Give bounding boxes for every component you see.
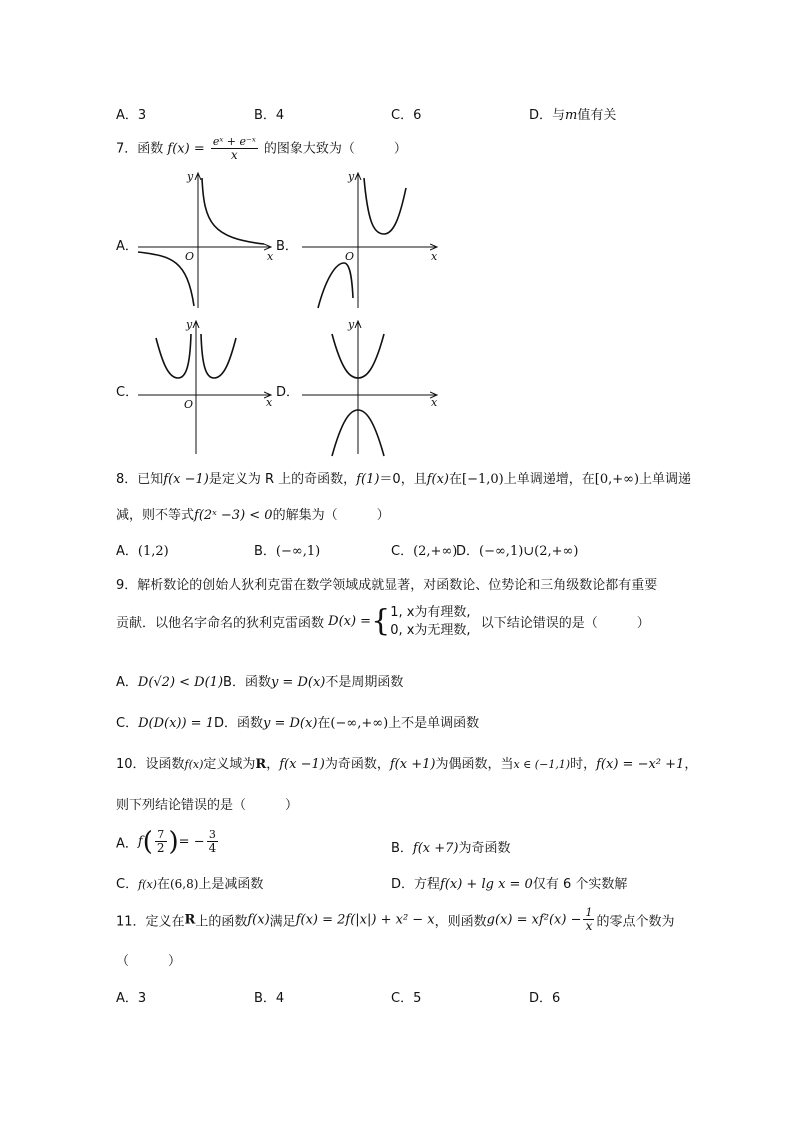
q11-fraction-den: x — [585, 919, 593, 934]
q10-text-1: 10．设函数 — [116, 757, 185, 772]
q10-option-b-label: B． — [391, 841, 413, 856]
q11-line-1 — [116, 907, 674, 933]
q9-func: D(x) = — [328, 614, 372, 630]
q8-expr-3: f(x) — [426, 472, 449, 487]
q10-option-a-rparen: ) — [168, 827, 179, 857]
q9-case-2: 0, x为无理数, — [390, 622, 471, 638]
graph-a — [132, 168, 282, 312]
q10-option-a-result-den: 4 — [208, 840, 217, 855]
q10-option-c-expr: f(x) — [138, 878, 157, 891]
q8-text-1: 8．已知 — [116, 472, 164, 487]
graph-d — [296, 316, 446, 458]
q10-expr-1: f(x) — [184, 758, 204, 771]
q9-option-d-text: 上不是单调函数 — [388, 716, 480, 731]
q10-R: R — [255, 757, 267, 772]
q8-text-2: 是定义为 R 上的奇函数， — [208, 472, 357, 487]
q6-option-b: B．4 — [254, 108, 285, 123]
q8-option-b-label: B． — [254, 544, 276, 559]
q10-option-c — [116, 873, 263, 892]
q7-option-d-label: D． — [276, 385, 300, 400]
q10-option-b-text: 为奇函数 — [458, 841, 511, 856]
q8-option-b — [254, 540, 320, 559]
q9-option-d-expr: y = D(x) — [263, 716, 318, 731]
graph-d-y-label: y — [348, 318, 355, 331]
graph-c-left-branch — [156, 334, 191, 378]
q9-case-1: 1, x为有理数, — [390, 605, 471, 620]
q7-stem — [116, 136, 407, 162]
q8-option-b-value: (−∞,1) — [275, 544, 321, 559]
graph-c-origin: O — [184, 398, 194, 411]
q10-option-a-arg — [155, 829, 167, 855]
graph-c-right-branch — [201, 334, 236, 378]
q10-option-c-label: C． — [116, 877, 139, 892]
q9-option-c-label: C． — [116, 716, 139, 731]
q9-line-2 — [116, 604, 650, 639]
q9-line-1: 9．解析数论的创始人狄利克雷在数学领域成就显著，对函数论、位势论和三角级数论都有重要 — [116, 578, 658, 593]
q8-option-c-value: (2,+∞) — [413, 544, 458, 559]
q7-suffix: 的图象大致为（ ） — [263, 141, 407, 157]
q9-option-c-expr: D(D(x)) = 1 — [138, 716, 214, 731]
q9-option-b-text: 不是周期函数 — [325, 675, 404, 690]
q7-func: f(x) = — [167, 141, 205, 157]
q10-text-4: 为奇函数， — [324, 757, 390, 772]
q7-numerator: eˣ + e⁻ˣ — [212, 135, 256, 148]
q9-option-d-mid: 在 — [317, 716, 331, 731]
q8-interval-2: [0,+∞) — [594, 472, 640, 487]
q8-option-d — [456, 540, 578, 559]
graph-a-x-label: x — [267, 250, 274, 263]
q11-fraction-num: 1 — [585, 906, 593, 919]
graph-b-x-label: x — [431, 250, 438, 263]
q8-inequality: f(2ˣ −3) < 0 — [194, 508, 273, 523]
graph-a-origin: O — [185, 250, 195, 263]
q11-expr-3: g(x) = xf²(x) − — [486, 912, 582, 928]
q10-option-d-expr: f(x) + lg x = 0 — [440, 877, 533, 892]
q6-d-prefix: D．与 — [529, 108, 566, 123]
q10-expr-4: x ∈ (−1,1) — [513, 758, 571, 771]
q10-option-c-interval: (6,8) — [169, 877, 199, 891]
q7-option-a-label: A． — [116, 239, 138, 254]
q8-interval-1: [−1,0) — [462, 472, 504, 487]
q9-text-2: 以下结论错误的是（ ） — [480, 616, 650, 632]
q8-option-c-label: C． — [391, 544, 414, 559]
q7-number: 7．函数 — [116, 141, 164, 157]
q8-text-7: 减，则不等式 — [116, 508, 195, 523]
q8-text-3: ＝0，且 — [379, 472, 427, 487]
q8-expr-1: f(x −1) — [163, 472, 209, 487]
q8-option-d-label: D． — [456, 544, 480, 559]
q10-text-7: ， — [684, 757, 698, 772]
graph-b-origin: O — [345, 250, 355, 263]
q7-option-c-label: C． — [116, 385, 139, 400]
q11-expr-2: f(x) = 2f(|x|) + x² − x — [295, 912, 435, 928]
q10-option-a-result — [207, 829, 219, 855]
q8-option-d-value: (−∞,1)∪(2,+∞) — [479, 544, 579, 559]
graph-a-right-branch — [202, 178, 264, 244]
q10-text-3: ， — [266, 757, 280, 772]
q11-text-5: 的零点个数为 — [596, 914, 675, 930]
q10-option-a-f: f — [137, 834, 143, 850]
q7-denominator: x — [230, 148, 238, 163]
q10-line-2: 则下列结论错误的是（ ） — [116, 798, 299, 813]
q10-expr-3: f(x +1) — [389, 757, 436, 772]
q10-option-a-eq: = − — [178, 834, 205, 850]
graph-c-y-label: y — [186, 318, 193, 331]
q8-option-a-value: (1,2) — [137, 544, 169, 559]
q9-text-1: 贡献．以他名字命名的狄利克雷函数 — [116, 616, 325, 632]
q10-option-d — [391, 873, 627, 892]
q8-text-8: 的解集为（ ） — [272, 508, 390, 523]
graph-b-y-label: y — [348, 170, 355, 183]
graph-c-x-label: x — [266, 396, 273, 409]
q10-option-b — [391, 837, 511, 856]
q11-text-4: ，则函数 — [434, 914, 487, 930]
q10-option-a-arg-den: 2 — [156, 840, 165, 855]
q11-R: R — [184, 912, 196, 928]
q10-text-2: 定义域为 — [203, 757, 256, 772]
q9-options-cd — [116, 712, 479, 731]
q8-line-2 — [116, 504, 390, 523]
q11-text-3: 满足 — [269, 914, 296, 930]
q11-expr-1: f(x) — [247, 912, 270, 928]
q8-option-c — [391, 540, 457, 559]
q11-text-1: 11．定义在 — [116, 914, 185, 930]
graph-b-left-branch — [318, 263, 353, 308]
q6-d-var: m — [565, 108, 578, 123]
q10-option-a — [116, 827, 220, 857]
q8-text-5: 上单调递增，在 — [503, 472, 595, 487]
q10-option-d-label: D．方程 — [391, 877, 441, 892]
graph-b — [296, 168, 446, 312]
q6-option-d — [529, 104, 616, 123]
q11-line-2: （ ） — [116, 954, 182, 969]
q9-options-ab — [116, 671, 403, 690]
q10-option-b-expr: f(x +7) — [412, 841, 459, 856]
q10-expr-5: f(x) = −x² +1 — [596, 757, 685, 772]
q10-text-5: 为偶函数，当 — [435, 757, 514, 772]
q10-option-d-text: 仅有 6 个实数解 — [532, 877, 628, 892]
q11-option-d: D．6 — [529, 991, 561, 1006]
q7-option-b-label: B． — [276, 239, 298, 254]
q10-option-a-arg-num: 7 — [155, 829, 167, 842]
q9-option-d-label: D．函数 — [213, 716, 263, 731]
q11-fraction — [583, 907, 594, 933]
q10-text-6: 时， — [570, 757, 597, 772]
q8-line-1 — [116, 468, 691, 487]
q9-option-b-label: B．函数 — [223, 675, 271, 690]
q9-option-a-expr: D(√2) < D(1) — [137, 675, 224, 690]
q8-text-4: 在 — [449, 472, 463, 487]
q11-option-b: B．4 — [254, 991, 285, 1006]
q6-option-a: A．3 — [116, 108, 147, 123]
q11-text-2: 上的函数 — [195, 914, 248, 930]
q9-cases — [390, 604, 470, 639]
q6-option-c: C．6 — [391, 108, 422, 123]
q8-option-a — [116, 540, 169, 559]
q8-option-a-label: A． — [116, 544, 138, 559]
q9-brace: { — [371, 603, 391, 639]
graph-c — [132, 316, 282, 458]
graph-a-y-label: y — [187, 170, 194, 183]
q9-option-b-expr: y = D(x) — [270, 675, 326, 690]
q9-option-a-label: A． — [116, 675, 138, 690]
q10-expr-2: f(x −1) — [279, 757, 325, 772]
q7-fraction — [211, 136, 258, 162]
q10-option-a-result-num: 3 — [207, 829, 219, 842]
graph-d-x-label: x — [431, 396, 438, 409]
q11-option-c: C．5 — [391, 991, 422, 1006]
q10-option-c-text: 上是减函数 — [198, 877, 264, 892]
q10-option-c-mid: 在 — [156, 877, 170, 892]
q9-option-d-interval: (−∞,+∞) — [330, 716, 389, 731]
q6-d-suffix: 值有关 — [577, 108, 617, 123]
q11-option-a: A．3 — [116, 991, 147, 1006]
q8-text-6: 上单调递 — [639, 472, 692, 487]
q8-expr-2: f(1) — [356, 472, 380, 487]
q10-option-a-label: A． — [116, 836, 138, 852]
q10-option-a-lparen: ( — [142, 827, 153, 857]
q10-line-1 — [116, 753, 697, 772]
graph-b-right-branch — [364, 178, 406, 234]
